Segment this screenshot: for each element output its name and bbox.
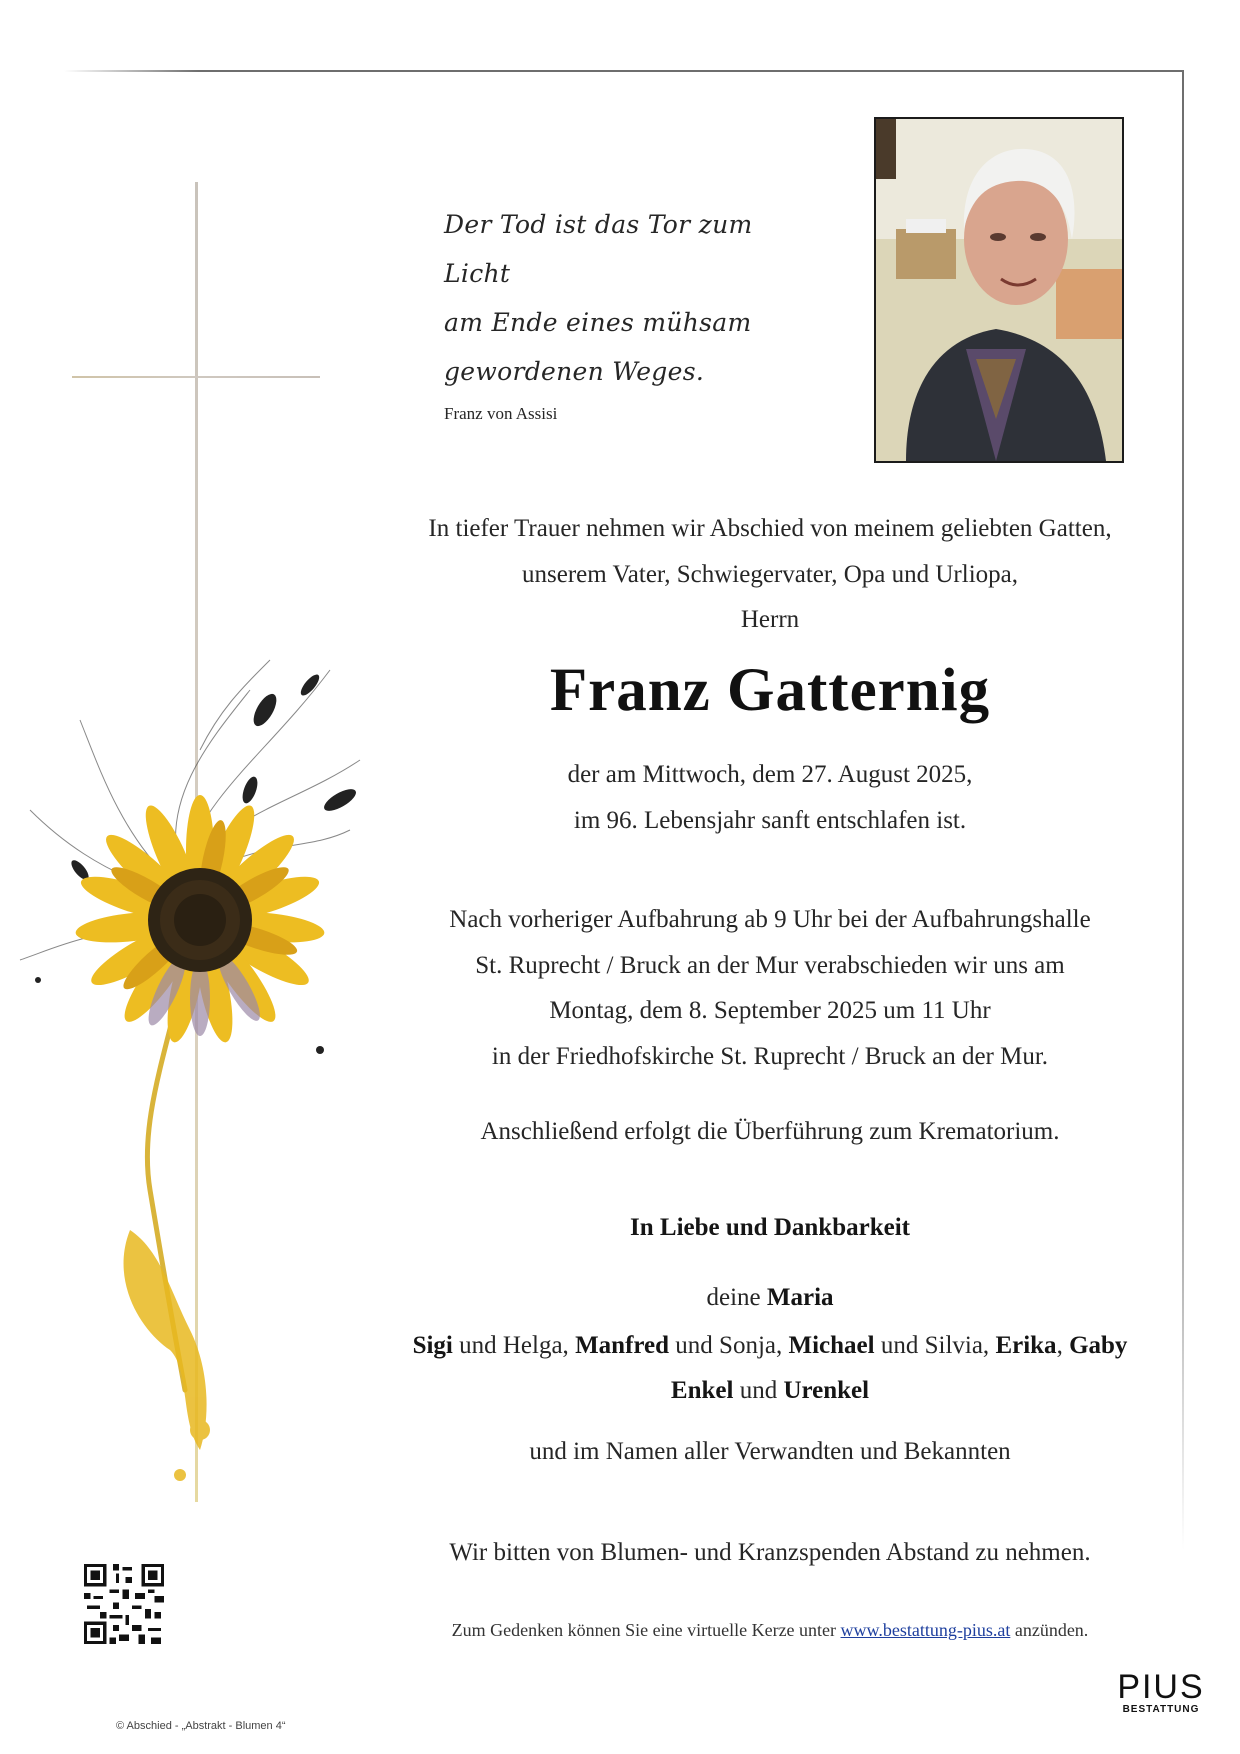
grandchildren-line: [390, 1368, 1150, 1414]
child-name: Michael: [788, 1332, 875, 1359]
child-partner: und Helga,: [452, 1332, 576, 1359]
portrait-image: [876, 119, 1122, 461]
child-name: Manfred: [575, 1332, 670, 1359]
wife-name: Maria: [766, 1284, 834, 1311]
grandchildren-connector: und: [733, 1377, 784, 1404]
flower-request: Wir bitten von Blumen- und Kranzspenden Abstand zu nehmen.: [449, 1539, 1091, 1566]
death-line: der am Mittwoch, dem 27. August 2025,: [567, 761, 973, 788]
candle-note: [390, 1620, 1150, 1641]
death-info: [390, 752, 1150, 843]
mourners-heading: In Liebe und Dankbarkeit: [630, 1214, 910, 1241]
cross-horizontal-bar: [72, 376, 320, 378]
pius-logo: [1116, 1670, 1206, 1715]
motto-block: [444, 200, 824, 424]
qr-code-icon[interactable]: [84, 1564, 164, 1644]
ceremony-line: St. Ruprecht / Bruck an der Mur verabschieden wir uns am: [475, 951, 1065, 979]
death-line: im 96. Lebensjahr sanft entschlafen ist.: [573, 806, 967, 834]
deceased-name: Franz Gatternig: [549, 657, 991, 724]
intro-block: [390, 506, 1150, 643]
portrait-photo: [874, 117, 1124, 463]
transfer-note: Anschließend erfolgt die Überführung zum Krematorium.: [480, 1118, 1060, 1145]
child-name: Sigi: [412, 1332, 453, 1359]
child-name: Gaby: [1069, 1332, 1128, 1359]
great-grandchildren-label: Urenkel: [783, 1377, 870, 1404]
intro-line: unserem Vater, Schwiegervater, Opa und Urliopa,: [522, 560, 1018, 588]
child-name: Erika: [995, 1332, 1057, 1359]
motto-line: gewordenen Weges.: [444, 357, 705, 386]
relatives-line: und im Namen aller Verwandten und Bekannten: [529, 1438, 1011, 1465]
ceremony-line: Nach vorheriger Aufbahrung ab 9 Uhr bei der Aufbahrungshalle: [449, 906, 1091, 933]
candle-note-suffix: anzünden.: [1010, 1620, 1089, 1640]
logo-wordmark: PIUS: [1117, 1668, 1205, 1706]
website-link[interactable]: www.bestattung-pius.at: [840, 1620, 1011, 1640]
child-partner: ,: [1056, 1332, 1070, 1359]
ceremony-line: Montag, dem 8. September 2025 um 11 Uhr: [549, 997, 991, 1024]
motto-line: Der Tod ist das Tor zum Licht: [444, 210, 753, 288]
wife-prefix: deine: [706, 1284, 761, 1311]
children-line: [390, 1323, 1150, 1369]
intro-line: Herrn: [740, 606, 800, 633]
copyright-note: © Abschied - „Abstrakt - Blumen 4“: [116, 1720, 286, 1732]
wife-line: [390, 1275, 1150, 1321]
motto-line: am Ende eines mühsam: [444, 308, 752, 337]
child-partner: und Sonja,: [669, 1332, 789, 1359]
child-partner: und Silvia,: [874, 1332, 996, 1359]
ceremony-line: in der Friedhofskirche St. Ruprecht / Bruck an der Mur.: [491, 1042, 1049, 1070]
intro-line: In tiefer Trauer nehmen wir Abschied von meinem geliebten Gatten,: [428, 515, 1112, 542]
ceremony-info: [390, 897, 1150, 1079]
frame-right-line: [1182, 70, 1184, 1550]
grandchildren-label: Enkel: [670, 1377, 734, 1404]
frame-top-line: [64, 70, 1184, 72]
logo-subtitle: BESTATTUNG: [1122, 1704, 1200, 1715]
sunflower-illustration: [10, 630, 390, 1510]
motto-author: Franz von Assisi: [444, 404, 558, 423]
candle-note-prefix: Zum Gedenken können Sie eine virtuelle Kerze unter: [451, 1620, 841, 1640]
